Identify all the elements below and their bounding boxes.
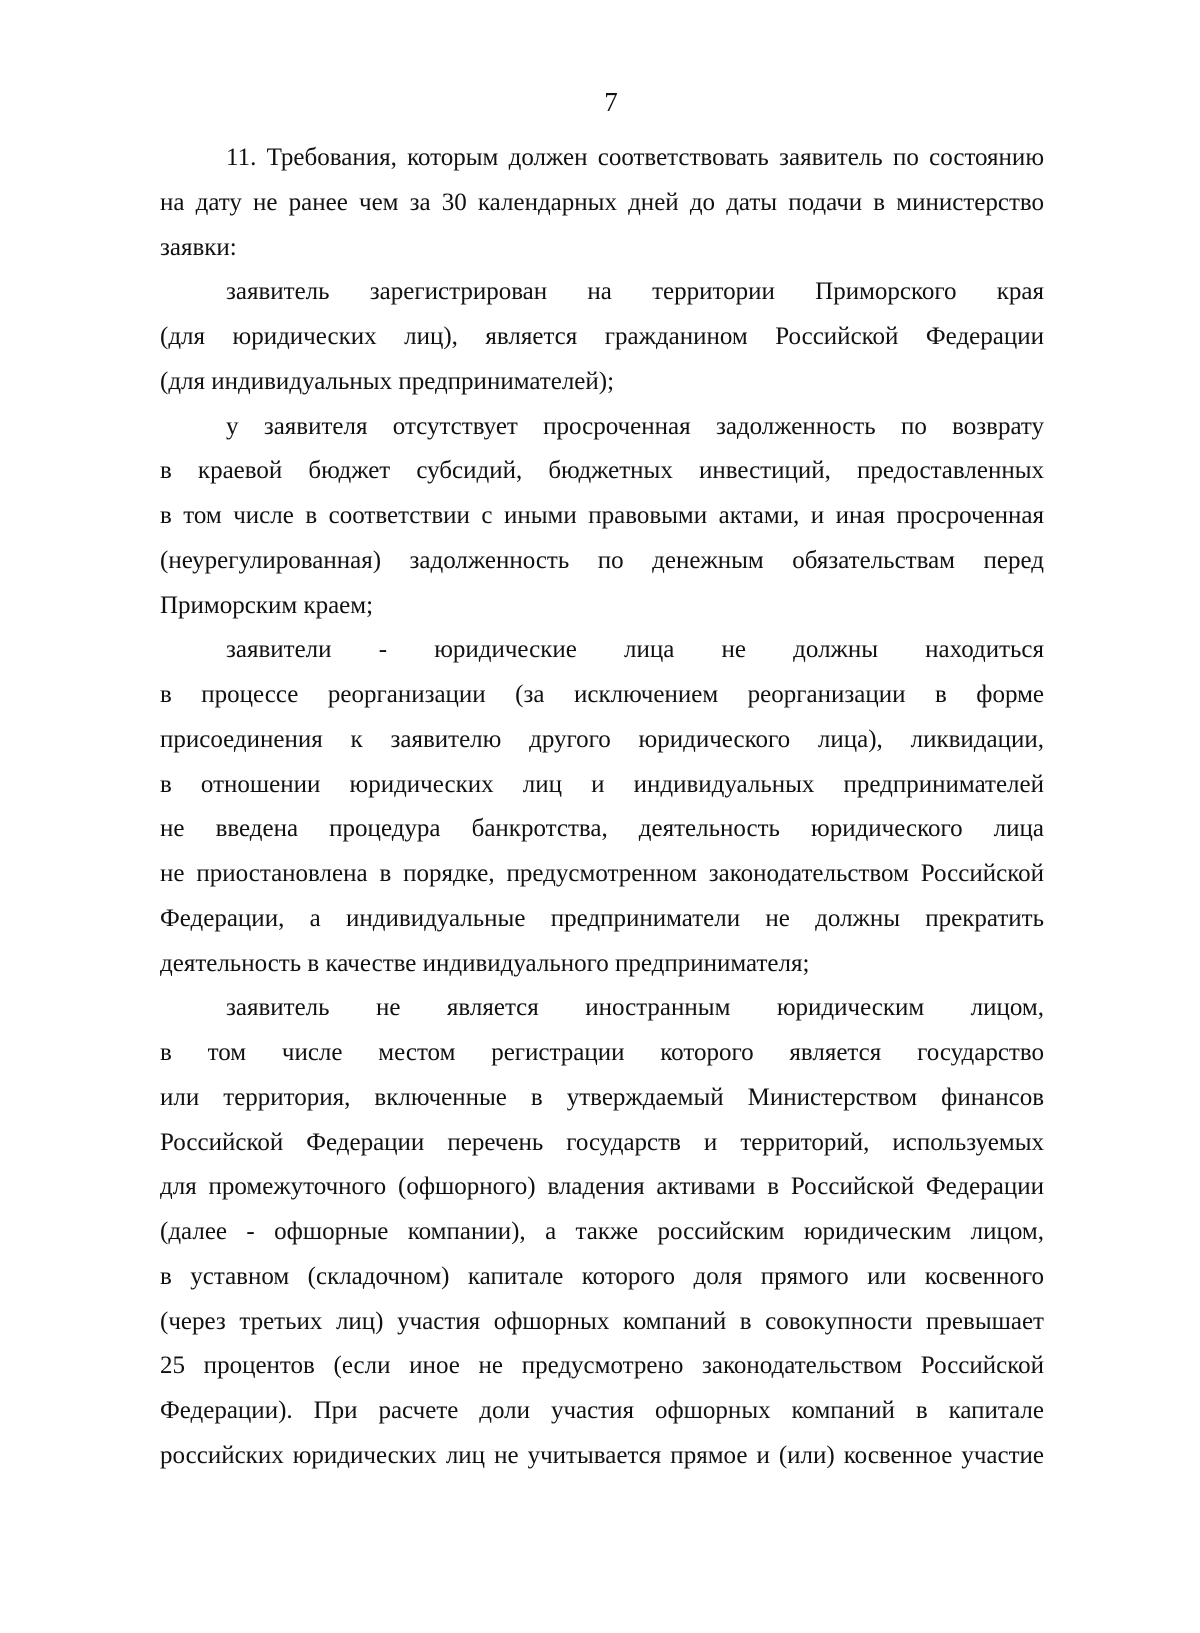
text-line: (через третьих лиц) участия офшорных компаний в совокупности превышает bbox=[160, 1307, 1044, 1335]
text-line: российских юридических лиц не учитывается прямое и (или) косвенное участие bbox=[160, 1441, 1044, 1469]
text-line: у заявителя отсутствует просроченная задолженность по возврату bbox=[226, 412, 1044, 440]
text-line: не приостановлена в порядке, предусмотренном законодательством Российской bbox=[160, 860, 1044, 887]
text-line: в краевой бюджет субсидий, бюджетных инвестиций, предоставленных bbox=[160, 457, 1044, 485]
text-line: деятельность в качестве индивидуального предпринимателя; bbox=[160, 949, 810, 977]
text-line: 25 процентов (если иное не предусмотрено законодательством Российской bbox=[160, 1352, 1044, 1380]
page-number: 7 bbox=[604, 87, 618, 117]
text-line: в отношении юридических лиц и индивидуальных предпринимателей bbox=[160, 770, 1044, 798]
text-line: Российской Федерации перечень государств и территорий, используемых bbox=[160, 1128, 1044, 1156]
text-line: (далее - офшорные компании), а также российским юридическим лицом, bbox=[160, 1218, 1044, 1245]
document-body bbox=[160, 136, 1044, 1479]
text-line: Федерации). При расчете доли участия офшорных компаний в капитале bbox=[160, 1397, 1044, 1424]
text-line: заявитель не является иностранным юридическим лицом, bbox=[226, 994, 1044, 1022]
text-line: Приморским краем; bbox=[160, 591, 374, 619]
paragraph-requirements-intro bbox=[160, 136, 1044, 270]
text-line: заявитель зарегистрирован на территории Приморского края bbox=[226, 278, 1044, 306]
text-line: Федерации, а индивидуальные предприниматели не должны прекратить bbox=[160, 904, 1044, 932]
text-line: не введена процедура банкротства, деятельность юридического лица bbox=[160, 815, 1044, 843]
paragraph-registration bbox=[160, 270, 1044, 404]
text-line: заявители - юридические лица не должны находиться bbox=[226, 636, 1044, 664]
text-line: в том числе в соответствии с иными правовыми актами, и иная просроченная bbox=[160, 502, 1044, 529]
text-line: в процессе реорганизации (за исключением реорганизации в форме bbox=[160, 681, 1044, 708]
text-line: 11. Требования, которым должен соответствовать заявитель по состоянию bbox=[226, 144, 1044, 171]
text-line: присоединения к заявителю другого юридического лица), ликвидации, bbox=[160, 725, 1044, 753]
text-line: или территория, включенные в утверждаемый Министерством финансов bbox=[160, 1083, 1044, 1111]
paragraph-no-reorganization bbox=[160, 628, 1044, 986]
text-line: (для индивидуальных предпринимателей); bbox=[160, 367, 615, 395]
text-line: (неурегулированная) задолженность по денежным обязательствам перед bbox=[160, 546, 1044, 574]
text-line: в уставном (складочном) капитале которого доля прямого или косвенного bbox=[160, 1262, 1044, 1290]
text-line: на дату не ранее чем за 30 календарных дней до даты подачи в министерство bbox=[160, 188, 1044, 216]
text-line: для промежуточного (офшорного) владения активами в Российской Федерации bbox=[160, 1173, 1044, 1201]
text-line: (для юридических лиц), является гражданином Российской Федерации bbox=[160, 323, 1044, 350]
paragraph-no-debt bbox=[160, 405, 1044, 629]
text-line: в том числе местом регистрации которого является государство bbox=[160, 1039, 1044, 1066]
paragraph-not-foreign-entity bbox=[160, 986, 1044, 1478]
text-line: заявки: bbox=[160, 233, 237, 261]
